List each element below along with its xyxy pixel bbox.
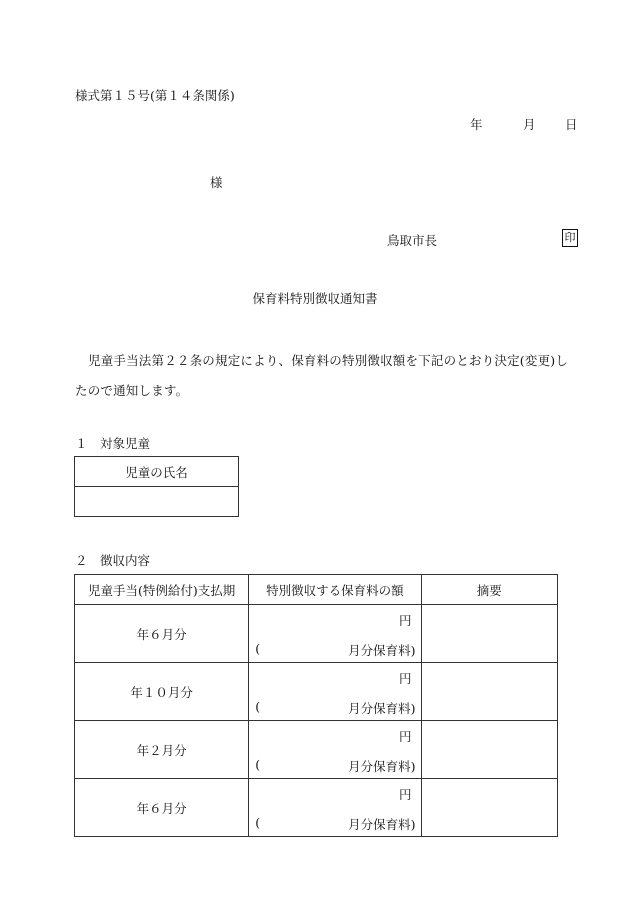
body-paragraph: 児童手当法第２２条の規定により、保育料の特別徴収額を下記のとおり決定(変更)したので通知します。 xyxy=(75,353,569,398)
issuer-name: 鳥取市長 xyxy=(387,233,438,248)
remarks-cell xyxy=(421,779,557,837)
month-fee-label: 月分保育料) xyxy=(348,701,416,716)
table-row xyxy=(75,605,558,663)
period-cell: 年６月分 xyxy=(75,779,249,837)
section-2-heading: ２ 徴収内容 xyxy=(75,553,151,568)
paren-open: ( xyxy=(255,641,261,656)
month-fee-label: 月分保育料) xyxy=(348,759,416,774)
paren-open: ( xyxy=(255,757,261,772)
paren-open: ( xyxy=(255,699,261,714)
header-remarks: 摘要 xyxy=(421,575,557,605)
remarks-cell xyxy=(421,605,557,663)
yen-label: 円 xyxy=(399,787,412,802)
amount-cell xyxy=(249,779,421,837)
table-row xyxy=(75,721,558,779)
amount-cell xyxy=(249,605,421,663)
amount-cell xyxy=(249,721,421,779)
year-label: 年 xyxy=(470,117,483,132)
child-name-header: 児童の氏名 xyxy=(75,457,239,487)
collection-table xyxy=(74,574,558,837)
period-cell: 年１０月分 xyxy=(75,663,249,721)
form-number: 様式第１５号(第１４条関係) xyxy=(75,88,235,103)
period-cell: 年６月分 xyxy=(75,605,249,663)
period-cell: 年２月分 xyxy=(75,721,249,779)
header-payment-period: 児童手当(特例給付)支払期 xyxy=(75,575,249,605)
yen-label: 円 xyxy=(399,613,412,628)
document-title: 保育料特別徴収通知書 xyxy=(252,291,378,306)
amount-cell xyxy=(249,663,421,721)
month-fee-label: 月分保育料) xyxy=(348,817,416,832)
month-label: 月 xyxy=(523,117,536,132)
addressee-suffix: 様 xyxy=(210,175,223,190)
table-row xyxy=(75,779,558,837)
child-table xyxy=(74,456,239,517)
seal-stamp: 印 xyxy=(562,229,578,247)
child-name-cell xyxy=(75,487,239,517)
section-1-heading: １ 対象児童 xyxy=(75,436,151,451)
day-label: 日 xyxy=(565,117,578,132)
yen-label: 円 xyxy=(399,729,412,744)
paren-open: ( xyxy=(255,815,261,830)
table-row xyxy=(75,663,558,721)
remarks-cell xyxy=(421,663,557,721)
date-line xyxy=(470,115,578,132)
month-fee-label: 月分保育料) xyxy=(348,643,416,658)
remarks-cell xyxy=(421,721,557,779)
yen-label: 円 xyxy=(399,671,412,686)
header-amount: 特別徴収する保育料の額 xyxy=(249,575,421,605)
